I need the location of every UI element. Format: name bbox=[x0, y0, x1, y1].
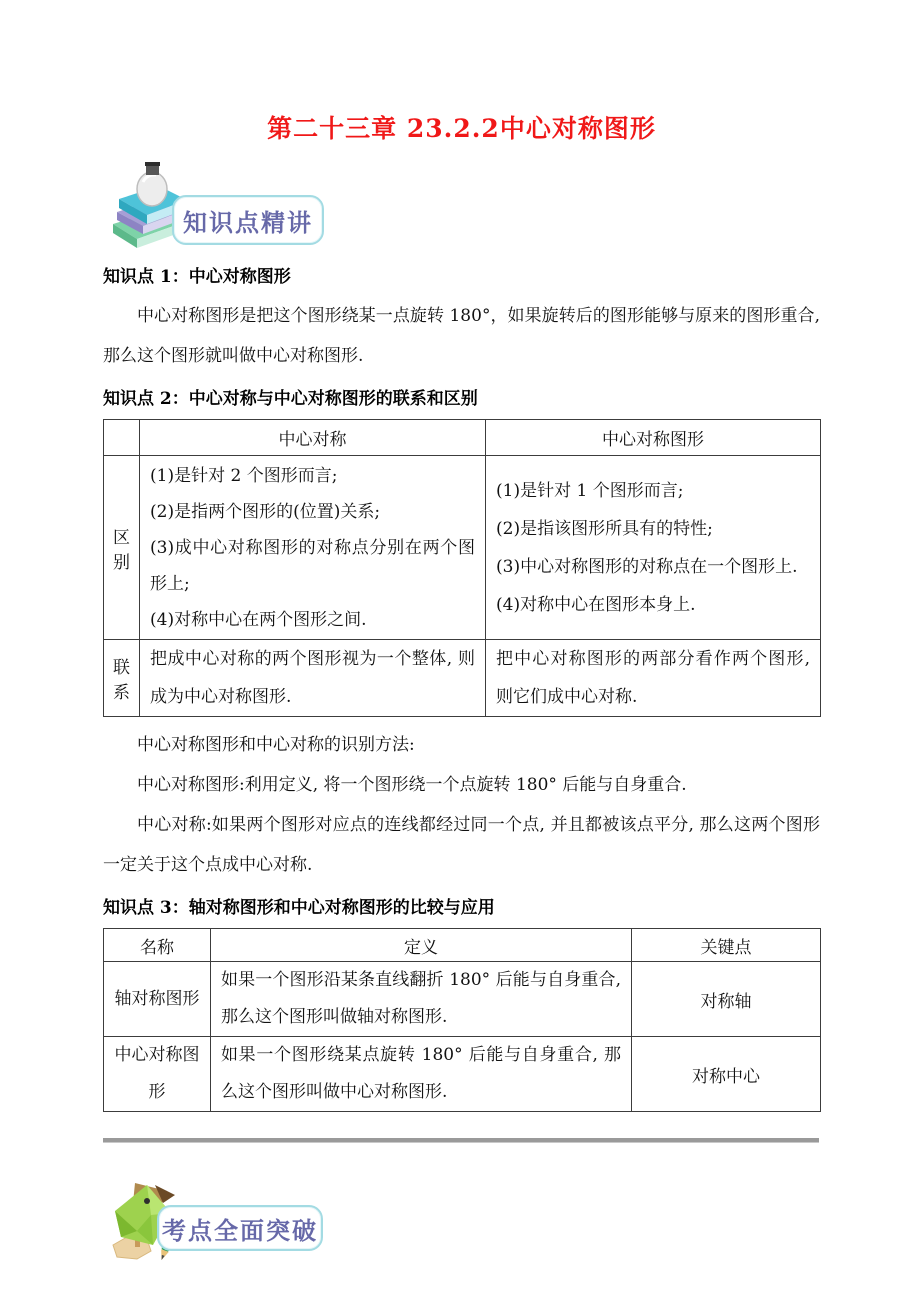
kp2-comparison-table bbox=[103, 419, 821, 717]
differences-left-cell bbox=[140, 456, 486, 640]
table-header-row bbox=[104, 929, 821, 962]
name-cell: 轴对称图形 bbox=[104, 962, 211, 1037]
exam-section-badge bbox=[157, 1205, 323, 1251]
kp2-notes bbox=[103, 725, 820, 885]
note-line: 中心对称:如果两个图形对应点的连线都经过同一个点, 并且都被该点平分, 那么这两个图形一定关于这个点成中心对称. bbox=[103, 815, 820, 875]
kp3-comparison-table bbox=[103, 928, 821, 1112]
col-header-name: 名称 bbox=[104, 929, 211, 962]
table-row-connection bbox=[104, 640, 821, 717]
section-divider bbox=[103, 1138, 819, 1143]
keypoint-cell: 对称轴 bbox=[632, 962, 821, 1037]
connection-right-cell: 把中心对称图形的两部分看作两个图形, 则它们成中心对称. bbox=[486, 640, 821, 717]
exam-section-banner bbox=[103, 1165, 820, 1261]
note-line: 中心对称图形和中心对称的识别方法: bbox=[137, 735, 415, 755]
knowledge-section-badge-label: 知识点精讲 bbox=[183, 208, 313, 237]
diff-left-item: (4)对称中心在两个图形之间. bbox=[150, 609, 367, 630]
keypoint-cell: 对称中心 bbox=[632, 1037, 821, 1112]
diff-right-item: (2)是指该图形所具有的特性; bbox=[496, 518, 713, 539]
connection-left-cell: 把成中心对称的两个图形视为一个整体, 则成为中心对称图形. bbox=[140, 640, 486, 717]
name-cell: 中心对称图形 bbox=[104, 1037, 211, 1112]
definition-cell: 如果一个图形绕某点旋转 180° 后能与自身重合, 那么这个图形叫做中心对称图形. bbox=[211, 1037, 632, 1112]
diff-right-item: (4)对称中心在图形本身上. bbox=[496, 594, 696, 615]
definition-cell: 如果一个图形沿某条直线翻折 180° 后能与自身重合, 那么这个图形叫做轴对称图形. bbox=[211, 962, 632, 1037]
table-row-differences bbox=[104, 456, 821, 640]
page-title: 第二十三章 23.2.2中心对称图形 bbox=[267, 114, 656, 143]
exam-section-badge-label: 考点全面突破 bbox=[162, 1216, 318, 1245]
col-header-zhongxinduichentuxing: 中心对称图形 bbox=[486, 420, 821, 456]
col-header-keypoint: 关键点 bbox=[632, 929, 821, 962]
col-header-definition: 定义 bbox=[211, 929, 632, 962]
diff-left-item: (3)成中心对称图形的对称点分别在两个图形上; bbox=[150, 537, 475, 594]
row-label-differences: 区别 bbox=[104, 456, 140, 640]
kp1-heading: 知识点 1：中心对称图形 bbox=[103, 267, 291, 287]
kp3-heading: 知识点 3：轴对称图形和中心对称图形的比较与应用 bbox=[103, 898, 495, 918]
row-label-connection: 联系 bbox=[104, 640, 140, 717]
col-header-zhongxinduichen: 中心对称 bbox=[140, 420, 486, 456]
differences-right-cell bbox=[486, 456, 821, 640]
diff-left-item: (1)是针对 2 个图形而言; bbox=[150, 465, 338, 486]
note-line: 中心对称图形:利用定义, 将一个图形绕一个点旋转 180° 后能与自身重合. bbox=[137, 775, 687, 795]
table-header-row bbox=[104, 420, 821, 456]
diff-right-item: (3)中心对称图形的对称点在一个图形上. bbox=[496, 556, 798, 577]
knowledge-section-badge bbox=[172, 195, 324, 245]
document-content bbox=[103, 0, 820, 1261]
diff-right-item: (1)是针对 1 个图形而言; bbox=[496, 480, 684, 501]
table-corner-cell bbox=[104, 420, 140, 456]
diff-left-item: (2)是指两个图形的(位置)关系; bbox=[150, 501, 381, 522]
table-row-central-symmetry bbox=[104, 1037, 821, 1112]
kp2-heading: 知识点 2：中心对称与中心对称图形的联系和区别 bbox=[103, 389, 478, 409]
table-row-axis-symmetry bbox=[104, 962, 821, 1037]
knowledge-section-banner bbox=[103, 162, 820, 254]
kp1-paragraph: 中心对称图形是把这个图形绕某一点旋转 180°，如果旋转后的图形能够与原来的图形重合, 那么这个图形就叫做中心对称图形. bbox=[103, 306, 820, 366]
